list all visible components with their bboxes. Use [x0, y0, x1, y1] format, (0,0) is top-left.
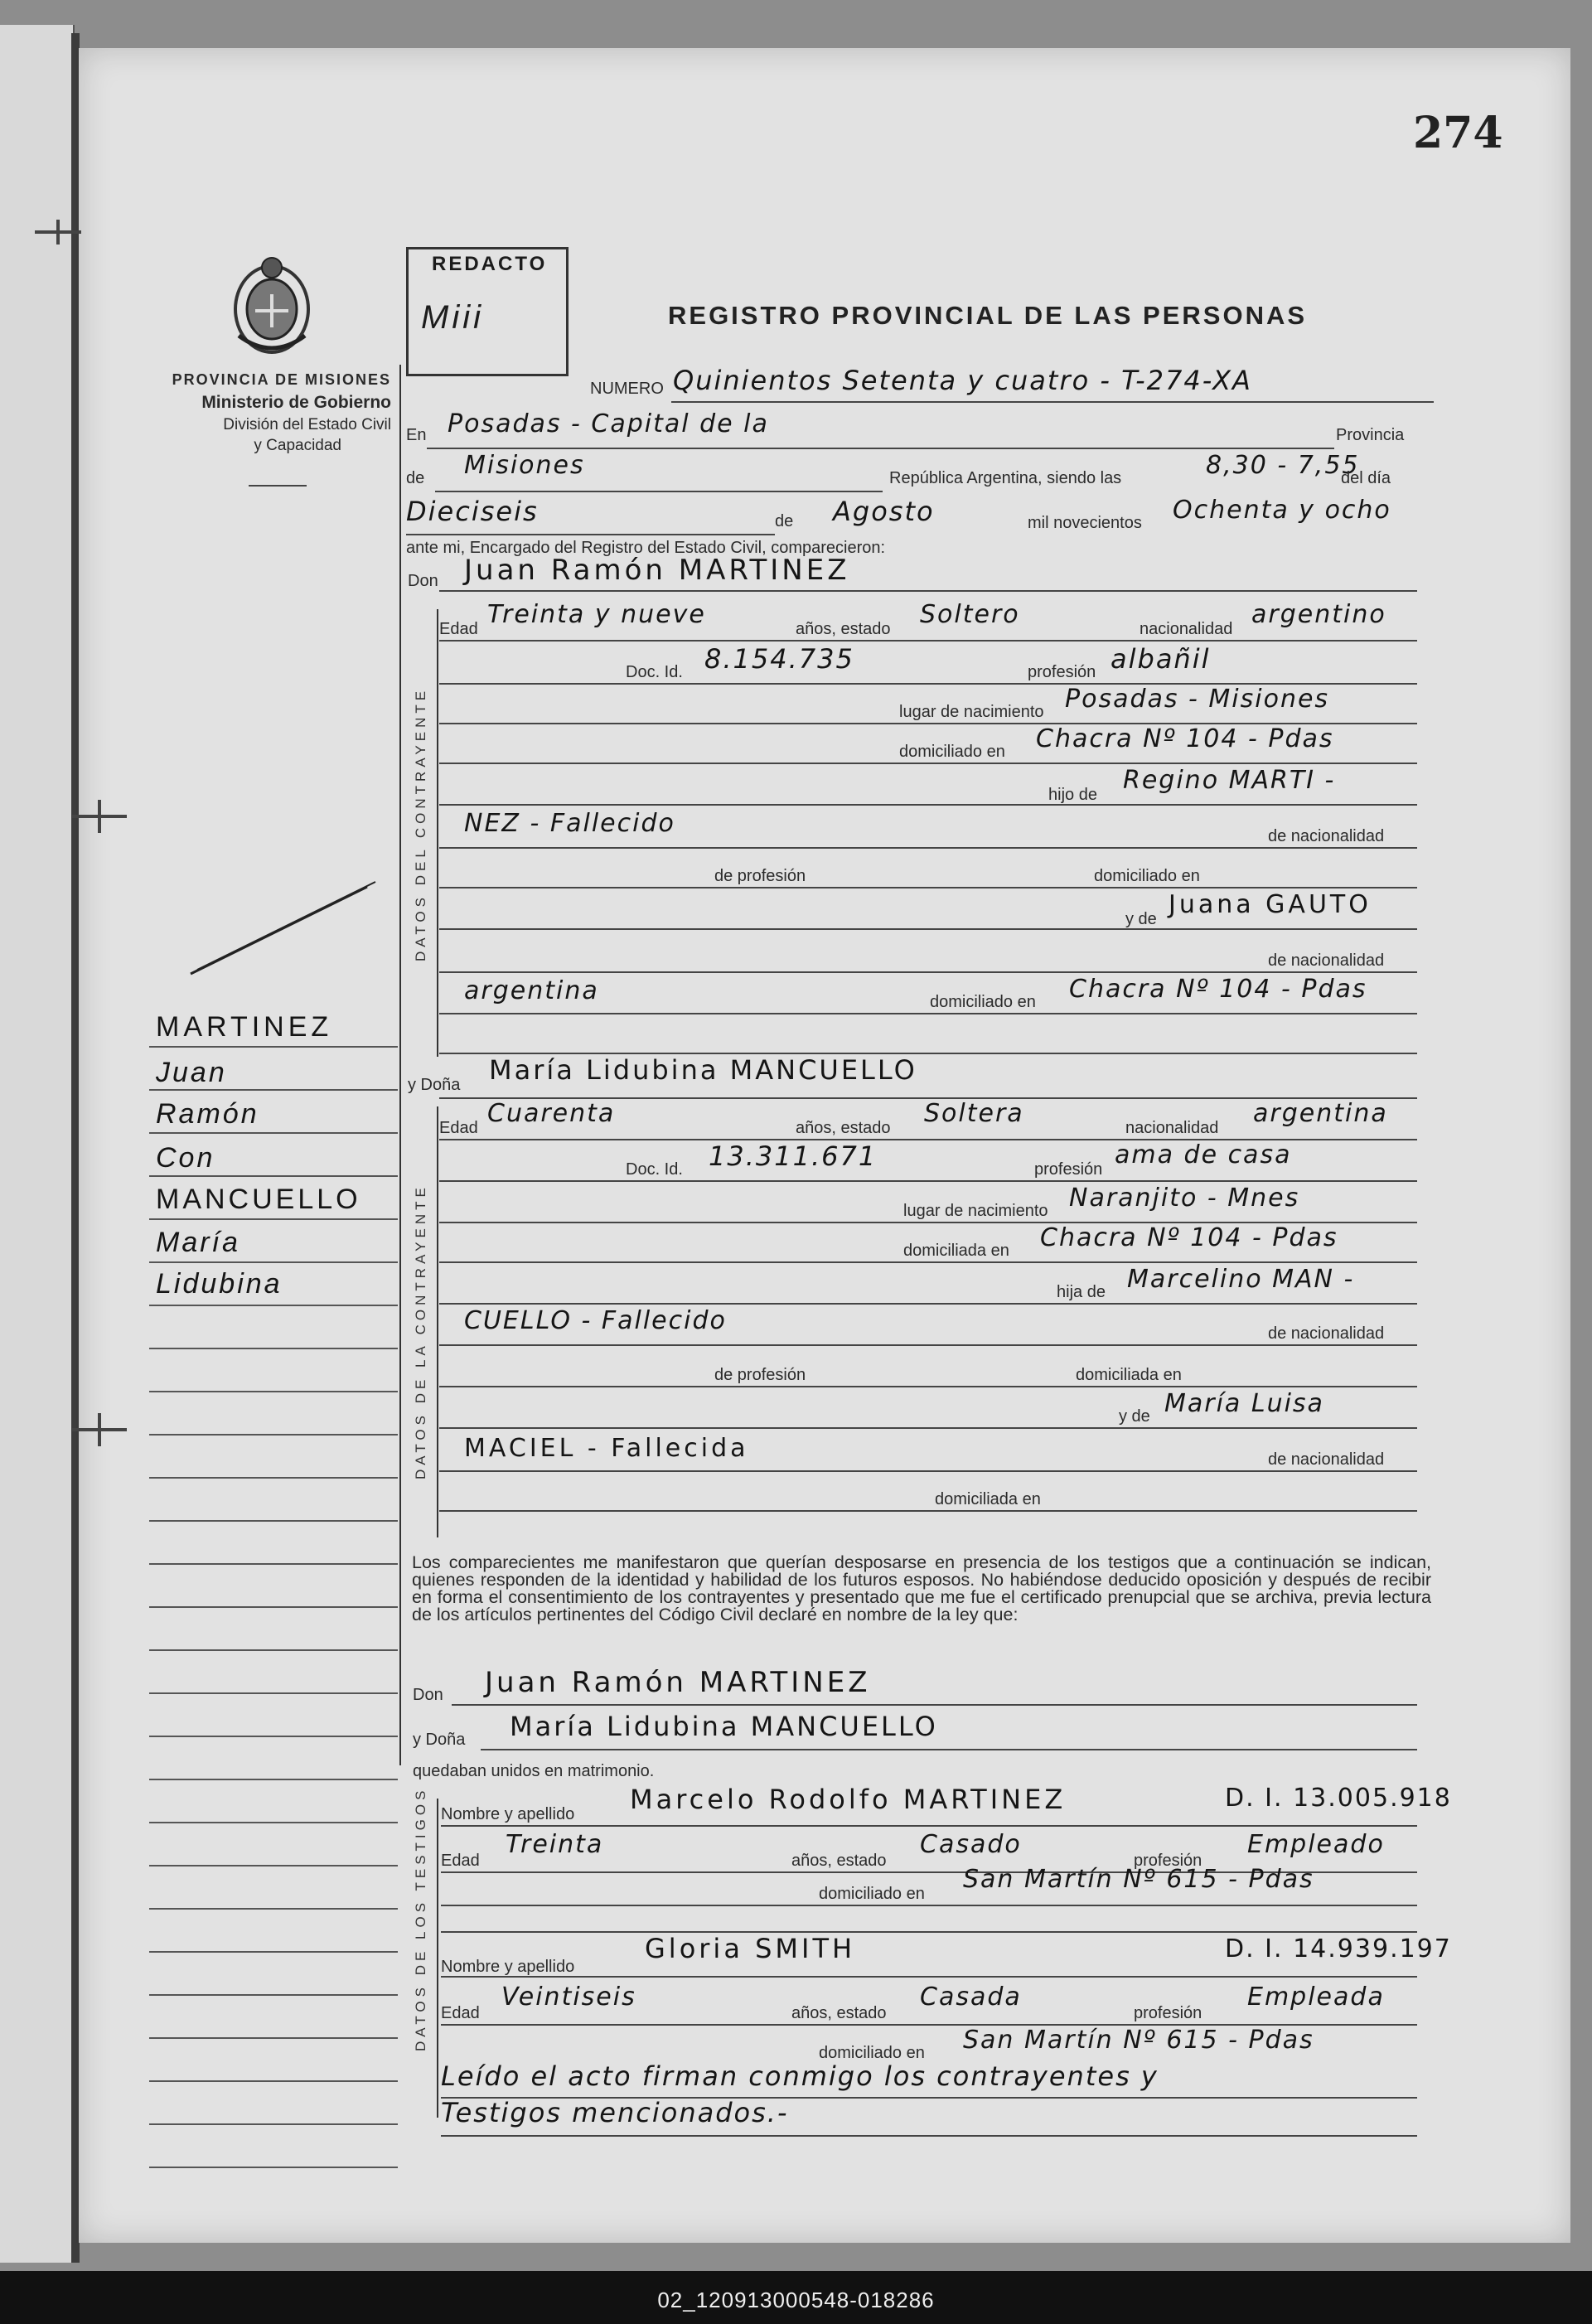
- margin-rule-line: [149, 1046, 398, 1048]
- margin-rule-line: [149, 1865, 398, 1866]
- c1-anos-label: años, estado: [796, 620, 891, 638]
- don-label: Don: [408, 572, 438, 590]
- decl-don-line: [452, 1704, 1417, 1706]
- quedaban-label: quedaban unidos en matrimonio.: [413, 1762, 655, 1780]
- c1-line-4: [439, 763, 1417, 764]
- c2-y-de-label: y de: [1119, 1407, 1150, 1426]
- t2-prof-label: profesión: [1134, 2004, 1202, 2022]
- org-divider: [249, 485, 307, 487]
- c2-nac-label: nacionalidad: [1125, 1119, 1219, 1137]
- c2-line-2: [439, 1180, 1417, 1182]
- margin-diagonal-stroke: [189, 879, 380, 978]
- c2-madre-dom-label: domiciliada en: [935, 1490, 1041, 1508]
- republica-label: República Argentina, siendo las: [889, 469, 1122, 487]
- t1-prof-value: Empleado: [1247, 1830, 1385, 1859]
- c2-madre-nac-label: de nacionalidad: [1268, 1450, 1385, 1469]
- decl-dona-label: y Doña: [413, 1731, 466, 1749]
- side-label-contrayenta: DATOS DE LA CONTRAYENTE: [413, 1184, 428, 1479]
- margin-rule-line: [149, 1994, 398, 1996]
- en-label: En: [406, 426, 427, 444]
- t2-anos-label: años, estado: [791, 2004, 887, 2022]
- margin-rule-line: [149, 1477, 398, 1479]
- c1-y-de-label: y de: [1125, 910, 1157, 928]
- page-title: REGISTRO PROVINCIAL DE LAS PERSONAS: [668, 301, 1308, 330]
- margin-rule-line: [149, 1218, 398, 1220]
- margin-rule-line: [149, 1649, 398, 1651]
- c2-edad-value: Cuarenta: [487, 1099, 616, 1128]
- margin-rule-line: [149, 1132, 398, 1134]
- margin-name-4: Con: [156, 1142, 215, 1174]
- margin-rule-line: [149, 1305, 398, 1306]
- margin-rule-line: [149, 1391, 398, 1392]
- margin-rule-line: [149, 1736, 398, 1737]
- c1-line-1: [439, 640, 1417, 642]
- t1-line-3: [441, 1905, 1417, 1906]
- margin-name-3: Ramón: [156, 1098, 259, 1130]
- margin-rule-line: [149, 1348, 398, 1349]
- t2-edad-label: Edad: [441, 2004, 480, 2022]
- margin-rule-line: [149, 1779, 398, 1780]
- c2-doc-label: Doc. Id.: [626, 1160, 683, 1179]
- binding-stitch-icon: [33, 215, 83, 249]
- c1-doc-value: 8.154.735: [704, 643, 854, 675]
- left-page: [0, 25, 75, 2263]
- t1-anos-label: años, estado: [791, 1852, 887, 1870]
- margin-rule-line: [149, 2037, 398, 2039]
- dia-value: Dieciseis: [406, 496, 539, 527]
- de2-label: de: [775, 512, 794, 530]
- c2-prof-label: profesión: [1034, 1160, 1103, 1179]
- c2-madre-value-2: MACIEL - Fallecida: [464, 1434, 749, 1463]
- section-bracket-2: [437, 1106, 438, 1537]
- t1-line-1: [441, 1825, 1417, 1827]
- margin-name-5: MANCUELLO: [156, 1184, 361, 1215]
- en-value: Posadas - Capital de la: [448, 409, 769, 438]
- c2-dona-value: María Lidubina MANCUELLO: [489, 1054, 917, 1086]
- c2-estado-value: Soltera: [924, 1099, 1024, 1128]
- side-label-contrayente: DATOS DEL CONTRAYENTE: [413, 686, 428, 961]
- t2-estado-value: Casada: [920, 1983, 1022, 2012]
- t1-edad-value: Treinta: [506, 1830, 604, 1859]
- c1-madre-dom-value: Chacra Nº 104 - Pdas: [1069, 975, 1367, 1004]
- org-capacity: y Capacidad: [254, 437, 341, 454]
- c1-lugar-label: lugar de nacimiento: [899, 703, 1044, 721]
- c1-padre-prof-label: de profesión: [714, 867, 806, 885]
- decl-dona-line: [481, 1749, 1417, 1750]
- c1-estado-value: Soltero: [920, 600, 1020, 629]
- t1-nombre-label: Nombre y apellido: [441, 1805, 575, 1823]
- binding-stitch-icon: [70, 1409, 128, 1450]
- closing-line-1: Leído el acto firman conmigo los contrayentes y: [441, 2060, 1159, 2092]
- hora-value: 8,30 - 7,55: [1206, 451, 1360, 480]
- t1-line-4: [441, 1931, 1417, 1933]
- scan-caption: 02_120913000548-018286: [657, 2288, 935, 2312]
- c1-madre-nac-label: de nacionalidad: [1268, 951, 1385, 970]
- c1-nac-value: argentino: [1251, 600, 1386, 629]
- c1-prof-label: profesión: [1028, 663, 1096, 681]
- c2-line-6: [439, 1344, 1417, 1346]
- stamp-label: REDACTO: [432, 253, 548, 275]
- c2-line-8: [439, 1427, 1417, 1429]
- c1-padre-dom-label: domiciliado en: [1094, 867, 1200, 885]
- margin-name-6: María: [156, 1227, 240, 1258]
- c2-madre-value-1: María Luisa: [1164, 1389, 1324, 1418]
- del-dia-label: del día: [1341, 469, 1391, 487]
- de-label: de: [406, 469, 425, 487]
- numero-value: Quinientos Setenta y cuatro - T-274-XA: [673, 365, 1252, 396]
- margin-rule-line: [149, 2080, 398, 2082]
- closing-line-2: Testigos mencionados.-: [441, 2097, 789, 2128]
- mes-value: Agosto: [833, 496, 935, 527]
- page-number: 274: [1413, 108, 1503, 158]
- t1-estado-value: Casado: [920, 1830, 1022, 1859]
- margin-rule-line: [149, 1520, 398, 1522]
- c2-anos-label: años, estado: [796, 1119, 891, 1137]
- c2-dom-label: domiciliada en: [903, 1242, 1009, 1260]
- c2-line-10: [439, 1510, 1417, 1512]
- margin-name-7: Lidubina: [156, 1268, 283, 1300]
- de-value: Misiones: [464, 451, 585, 480]
- c2-padre-dom-label: domiciliada en: [1076, 1366, 1182, 1384]
- margin-rule-line: [149, 2123, 398, 2125]
- side-label-testigos: DATOS DE LOS TESTIGOS: [413, 1786, 428, 2051]
- c2-padre-value-2: CUELLO - Fallecido: [464, 1306, 727, 1335]
- margin-rule-line: [149, 1951, 398, 1953]
- c1-line-9: [439, 971, 1417, 973]
- c2-dom-value: Chacra Nº 104 - Pdas: [1040, 1223, 1338, 1252]
- c1-line-8: [439, 928, 1417, 930]
- c2-padre-nac-label: de nacionalidad: [1268, 1324, 1385, 1343]
- de-line: [435, 491, 883, 492]
- stamp-signature: Miii: [421, 299, 484, 336]
- c1-line-6: [439, 847, 1417, 849]
- c1-hijo-label: hijo de: [1048, 786, 1097, 804]
- t2-line-4: [441, 2135, 1417, 2137]
- c2-lugar-value: Naranjito - Mnes: [1069, 1184, 1300, 1213]
- margin-rule-line: [149, 1089, 398, 1091]
- margin-rule-line: [149, 1606, 398, 1608]
- c1-padre-value-2: NEZ - Fallecido: [464, 809, 675, 838]
- en-line: [427, 448, 1334, 449]
- org-ministry: Ministerio de Gobierno: [201, 393, 391, 412]
- t2-dom-value: San Martín Nº 615 - Pdas: [963, 2026, 1314, 2055]
- provincia-label: Provincia: [1336, 426, 1405, 444]
- c2-padre-value-1: Marcelino MAN -: [1127, 1265, 1355, 1294]
- numero-line: [671, 401, 1434, 403]
- t2-edad-value: Veintiseis: [501, 1983, 636, 2012]
- t2-di: D. I. 14.939.197: [1225, 1934, 1452, 1963]
- margin-rule-line: [149, 1692, 398, 1694]
- c2-doc-value: 13.311.671: [709, 1140, 878, 1172]
- t2-dom-label: domiciliado en: [819, 2044, 925, 2062]
- c1-madre-nac-value: argentina: [464, 976, 599, 1005]
- t1-dom-label: domiciliado en: [819, 1885, 925, 1903]
- declaration-paragraph: Los comparecientes me manifestaron que querían desposarse en presencia de los testigos que a continuación se indican, quienes responden de la identidad y habilidad de los futuros esposos. No habiéndose deducido oposición y después de recibir en forma el consentimiento de los contrayentes y presentado que me fue el certificado prenupcial que se archiva, previa lectura de los artículos pertinentes del Código Civil declaré en nombre de la ley que:: [412, 1552, 1431, 1624]
- t1-nombre-value: Marcelo Rodolfo MARTINEZ: [630, 1784, 1067, 1815]
- c1-doc-label: Doc. Id.: [626, 663, 683, 681]
- c1-prof-value: albañil: [1111, 643, 1211, 675]
- t1-dom-value: San Martín Nº 615 - Pdas: [963, 1865, 1314, 1894]
- c1-dom-value: Chacra Nº 104 - Pdas: [1036, 724, 1334, 753]
- margin-rule-line: [149, 1434, 398, 1436]
- numero-label: NUMERO: [590, 380, 664, 398]
- margin-rule-line: [149, 1261, 398, 1263]
- c2-prof-value: ama de casa: [1115, 1140, 1292, 1169]
- section-bracket-1: [437, 609, 438, 1057]
- c1-line-5: [439, 804, 1417, 806]
- c1-padre-value-1: Regino MARTI -: [1123, 766, 1336, 795]
- anio-value: Ochenta y ocho: [1173, 496, 1391, 525]
- c2-line-5: [439, 1303, 1417, 1305]
- margin-rule-line: [149, 1563, 398, 1565]
- c1-edad-label: Edad: [439, 620, 478, 638]
- c2-edad-label: Edad: [439, 1119, 478, 1137]
- c2-line-9: [439, 1470, 1417, 1472]
- t2-nombre-label: Nombre y apellido: [441, 1958, 575, 1976]
- c1-padre-nac-label: de nacionalidad: [1268, 827, 1385, 845]
- binding-stitch-icon: [70, 796, 128, 837]
- c1-nac-label: nacionalidad: [1140, 620, 1233, 638]
- c2-dona-label: y Doña: [408, 1076, 461, 1094]
- redacto-stamp: [406, 247, 569, 376]
- c1-lugar-value: Posadas - Misiones: [1065, 685, 1330, 714]
- c2-line-7: [439, 1386, 1417, 1387]
- c2-padre-prof-label: de profesión: [714, 1366, 806, 1384]
- c2-hija-label: hija de: [1057, 1283, 1106, 1301]
- mil-label: mil novecientos: [1028, 514, 1142, 532]
- t2-nombre-value: Gloria SMITH: [645, 1933, 856, 1964]
- c2-line-4: [439, 1261, 1417, 1263]
- form-left-border: [399, 365, 401, 1765]
- c2-nac-value: argentina: [1253, 1099, 1388, 1128]
- c1-madre-value: Juana GAUTO: [1169, 890, 1372, 919]
- margin-rule-line: [149, 2167, 398, 2168]
- dia-line: [406, 534, 775, 535]
- c2-lugar-label: lugar de nacimiento: [903, 1202, 1048, 1220]
- t2-prof-value: Empleada: [1247, 1983, 1385, 2012]
- decl-dona-value: María Lidubina MANCUELLO: [510, 1711, 938, 1742]
- t1-prof-label: profesión: [1134, 1852, 1202, 1870]
- t1-edad-label: Edad: [441, 1852, 480, 1870]
- c1-line-10: [439, 1013, 1417, 1014]
- org-division: División del Estado Civil: [223, 416, 391, 433]
- t1-di: D. I. 13.005.918: [1225, 1784, 1452, 1813]
- margin-rule-line: [149, 1822, 398, 1823]
- margin-rule-line: [149, 1175, 398, 1177]
- c1-edad-value: Treinta y nueve: [487, 600, 706, 629]
- t2-line-1: [441, 1976, 1417, 1978]
- margin-name-2: Juan: [156, 1057, 227, 1088]
- coat-of-arms-icon: [222, 253, 322, 361]
- decl-don-value: Juan Ramón MARTINEZ: [485, 1666, 871, 1699]
- don-value: Juan Ramón MARTINEZ: [464, 554, 850, 587]
- margin-rule-line: [149, 1908, 398, 1910]
- c1-madre-dom-label: domiciliado en: [930, 993, 1036, 1011]
- c1-line-7: [439, 887, 1417, 888]
- margin-name-1: MARTINEZ: [156, 1011, 333, 1043]
- org-province: PROVINCIA DE MISIONES: [172, 371, 391, 388]
- decl-don-label: Don: [413, 1686, 443, 1704]
- c1-dom-label: domiciliado en: [899, 743, 1005, 761]
- section-bracket-3: [437, 1799, 438, 2118]
- ante-label: ante mi, Encargado del Registro del Estado Civil, comparecieron:: [406, 539, 886, 557]
- don-line: [439, 590, 1417, 592]
